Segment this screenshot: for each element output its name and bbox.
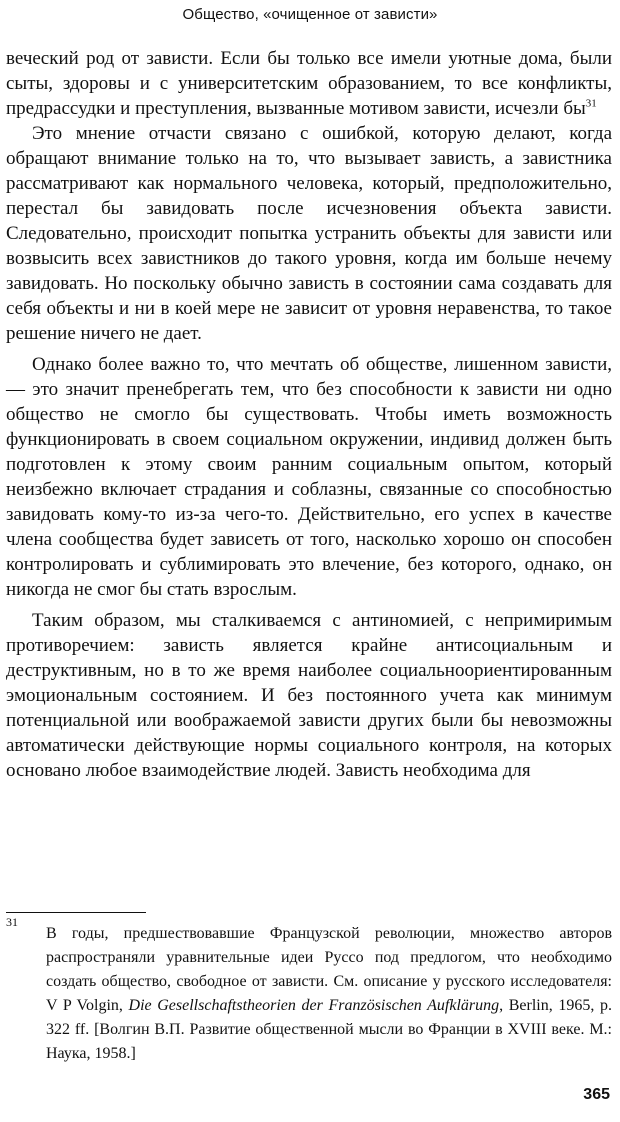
page-number: 365: [583, 1086, 610, 1103]
footnote-divider: [6, 912, 146, 913]
paragraph-1: [6, 46, 612, 121]
paragraph-4: Таким образом, мы сталкиваемся с антиномией, с непримиримым противоречием: зависть является крайне антисоциальным и деструктивным, но в то же время наиболее социальноориентированным эмоциональным состоянием. И без постоянного учета как минимум потенциальной или воображаемой зависти других были бы невозможны автоматически действующие нормы социального контроля, на которых основано любое взаимодействие людей. Зависть необходима для: [6, 610, 612, 781]
footnote-reference[interactable]: 31: [585, 97, 597, 110]
footnote-text-part-2: , Berlin, 1965, p. 322 ff. [Волгин В.П. Развитие общественной мысли во Франции в XVIII веке. М.: Наука, 1958.]: [46, 997, 612, 1062]
paragraph-2: Это мнение отчасти связано с ошибкой, которую делают, когда обращают внимание только на то, что вызывает зависть, а завистника рассматривают как нормального человека, который, предположительно, перестал бы завидовать после исчезновения объекта зависти. Следовательно, происходит попытка устранить объекты для зависти или возвысить всех завистников до такого уровня, когда им больше нечему завидовать. Но поскольку обычно зависть в состоянии сама создавать для себя объекты и ни в коей мере не зависит от уровня неравенства, то такое решение ничего не дает.: [6, 123, 612, 344]
footnote-body: [46, 922, 612, 1066]
body-text: [6, 46, 612, 783]
paragraph-1-text: вечеcкий род от зависти. Если бы только все имели уютные дома, были сыты, здоровы и с университетским образованием, то все конфликты, предрассудки и преступления, вызванные мотивом зависти, исчезли бы: [6, 48, 612, 119]
footnote: 31 В годы, предшествовавшие Французской революции, множество авторов распространяли уравнительные идеи Руссо под предлогом, что необходимо создать общество, свободное от зависти. См. описание у русского исследователя: V P Volgin, Die Gesellschaftstheorien der Französischen Aufklärung, Berlin, 1965, p. 322 ff. [Волгин В.П. Развитие общественной мысли во Франции в XVIII веке. М.: Наука, 1958.]: [6, 922, 612, 1066]
footnote-text: [46, 922, 612, 1066]
paragraph-3: Однако более важно то, что мечтать об обществе, лишенном зависти, — это значит пренебрегать тем, что без способности к зависти ни одно общество не смогло бы существовать. Чтобы иметь возможность функционировать в своем социальном окружении, индивид должен быть подготовлен к этому своим ранним социальным опытом, который неизбежно включает страдания и соблазны, связанные со способностью завидовать кому-то из-за чего-то. Действительно, его успех в качестве члена сообщества будет зависеть от того, насколько хорошо он способен контролировать и сублимировать это влечение, без которого, однако, он никогда не смог бы стать взрослым.: [6, 354, 612, 600]
running-header: Общество, «очищенное от зависти»: [182, 6, 438, 23]
footnote-book-title: Die Gesellschaftstheorien der Französischen Aufklärung: [128, 997, 500, 1014]
footnote-text-part-1: В годы, предшествовавшие Французской революции, множество авторов распространяли уравнительные идеи Руссо под предлогом, что необходимо создать общество, свободное от зависти. См. описание у русского исследователя: V P Volgin,: [46, 925, 612, 1014]
